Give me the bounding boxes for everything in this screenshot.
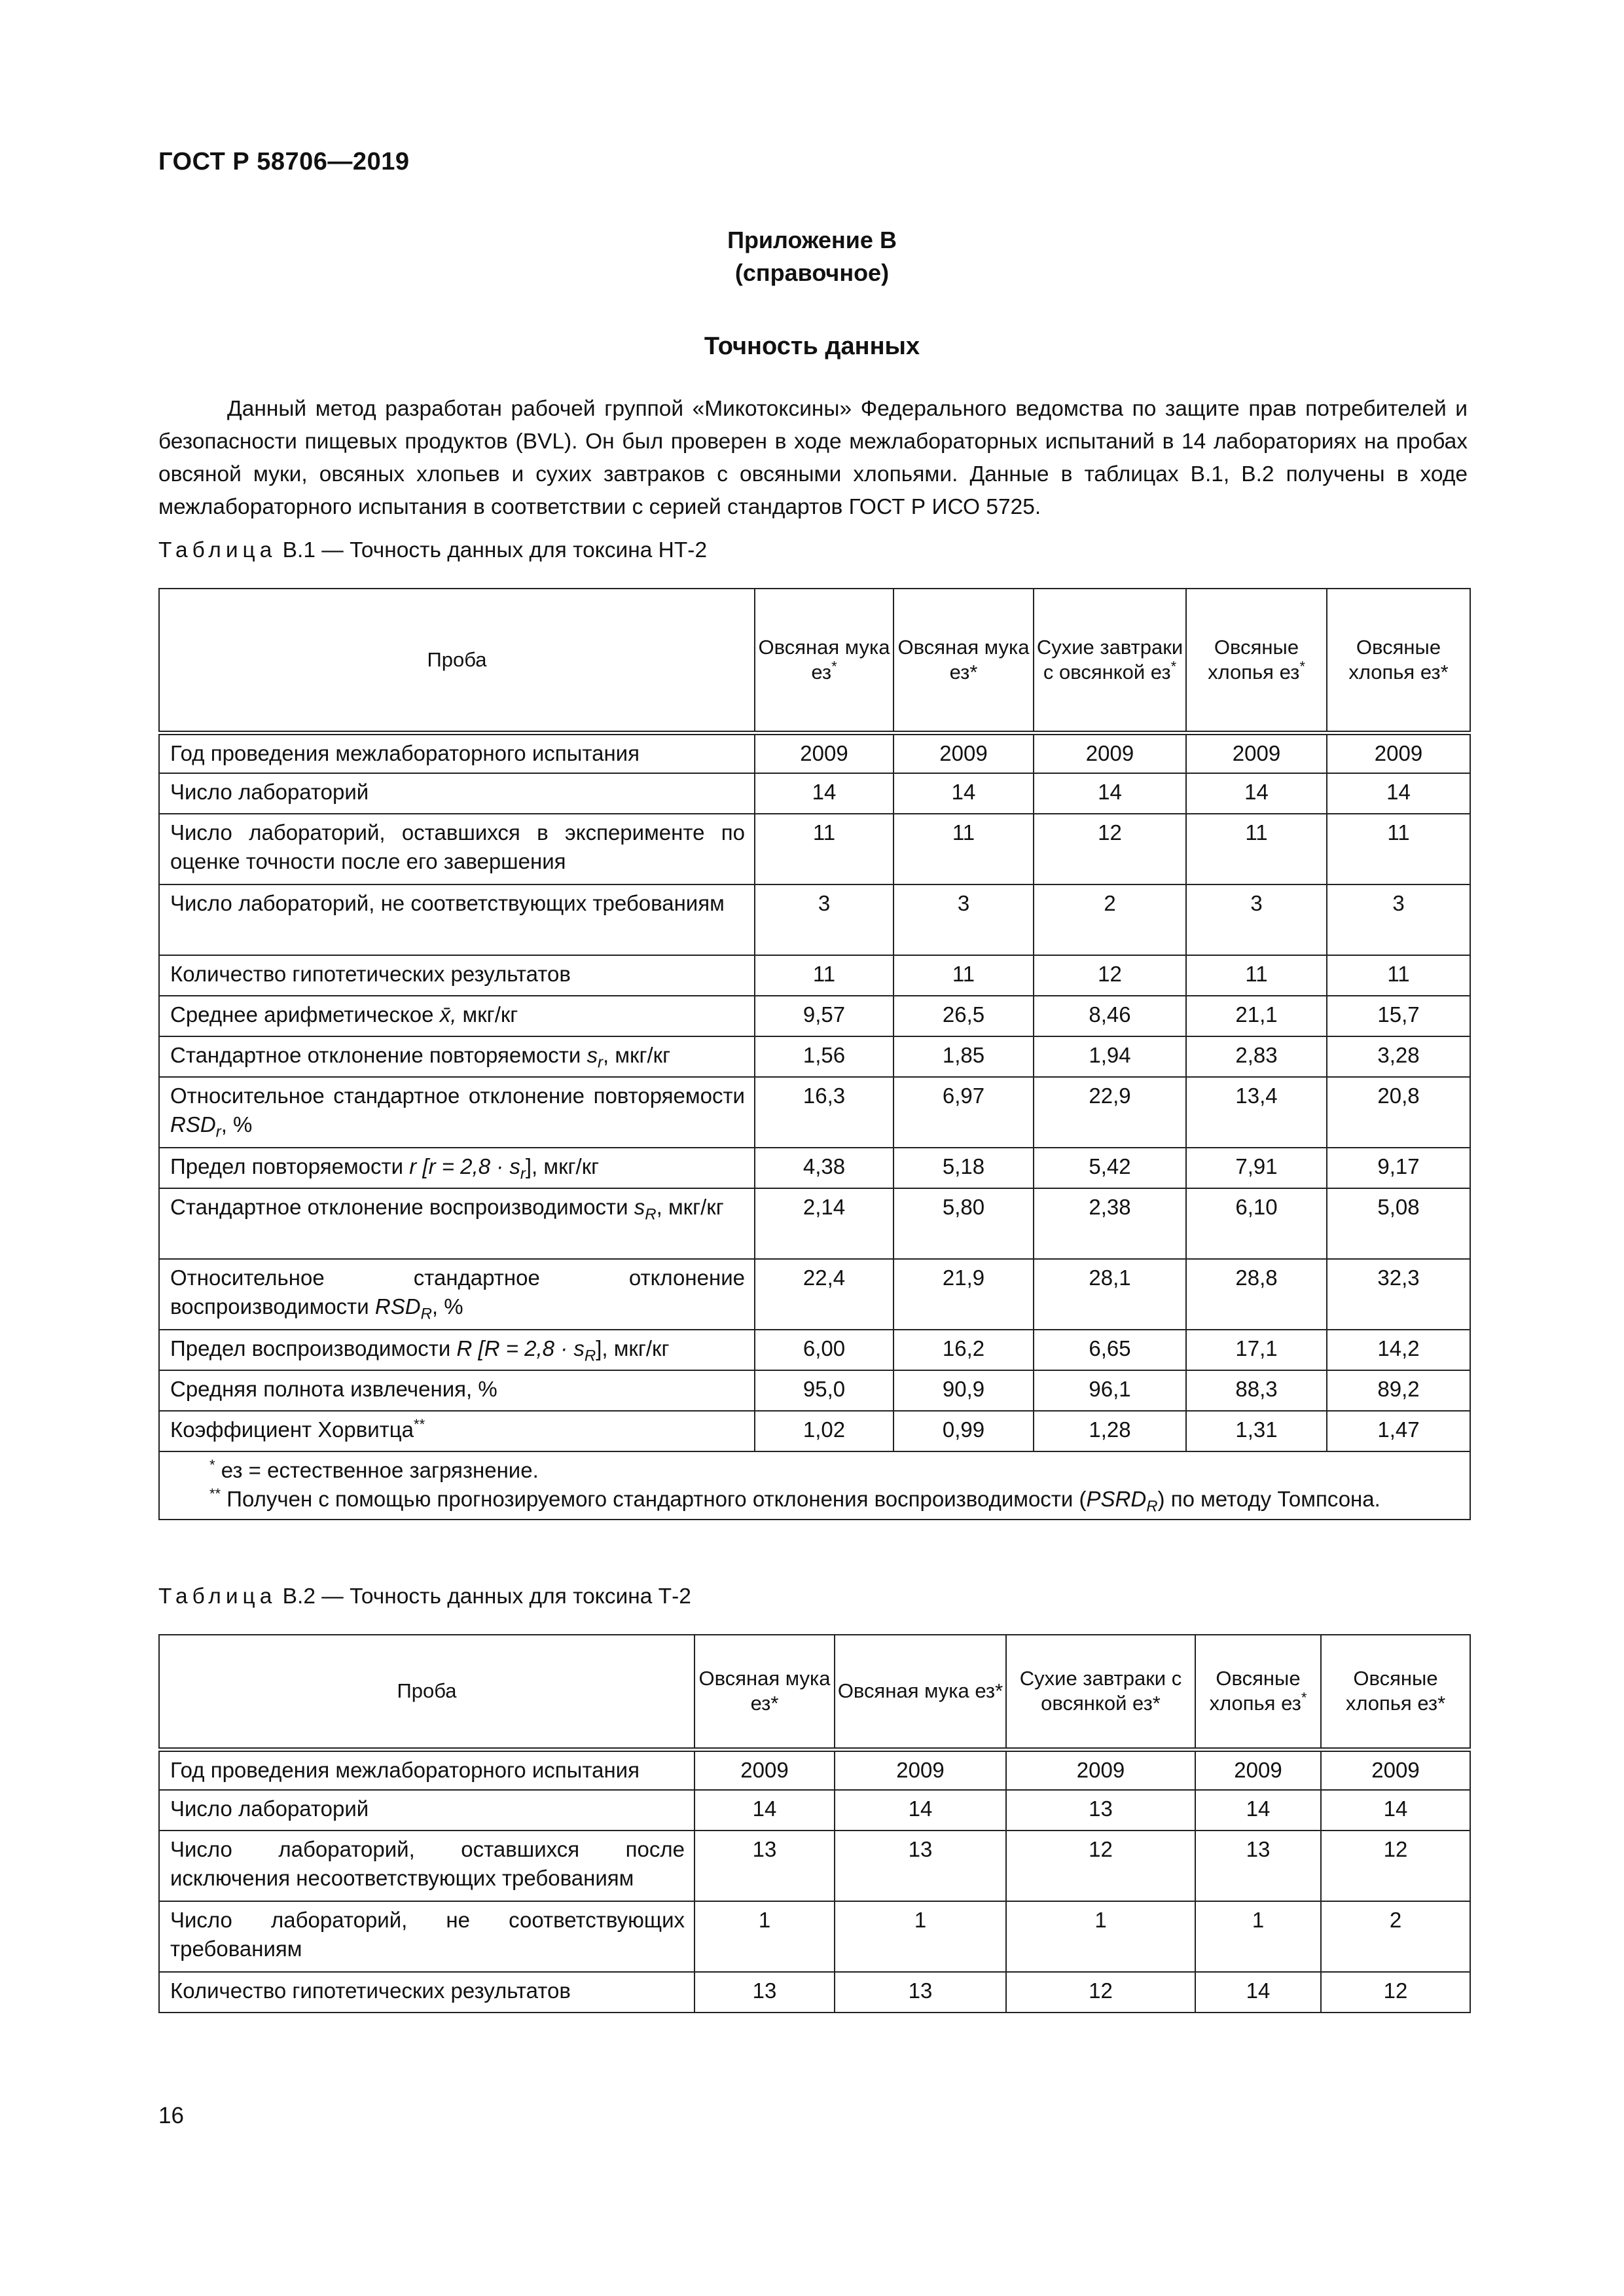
table2-header-row — [159, 1635, 1470, 1749]
table2-col-header: Овсяная мука ез* — [695, 1635, 835, 1749]
table2-caption-prefix: Таблица — [158, 1584, 277, 1609]
table-row: Число лабораторий, оставшихся в эксперименте по оценке точности после его завершения 11 11 12 11 11 — [159, 814, 1470, 884]
table-row: Предел повторяемости r $[r = 2,8 \cdot s_r]$, мкг/кг 4,38 5,18 5,42 7,91 9,17 — [159, 1148, 1470, 1188]
footnote-2: ** Получен с помощью прогнозируемого стандартного отклонения воспроизводимости $(PSRD_R)$ по методу Томпсона. — [209, 1485, 1380, 1516]
table-row: Коэффициент Хорвитца** 1,02 0,99 1,28 1,31 1,47 — [159, 1411, 1470, 1451]
table-row: Предел воспроизводимости R $[R = 2,8 \cdot s_R]$, мкг/кг 6,00 16,2 6,65 17,1 14,2 — [159, 1330, 1470, 1370]
table1-header-row — [159, 589, 1470, 733]
table-row: Среднее арифметическое x̄, мкг/кг 9,57 26,5 8,46 21,1 15,7 — [159, 996, 1470, 1036]
table-row: Число лабораторий 14 14 13 14 14 — [159, 1790, 1470, 1831]
table-row: Стандартное отклонение воспроизводимости $s_R$, мкг/кг 2,14 5,80 2,38 6,10 5,08 — [159, 1188, 1470, 1259]
table-row: Год проведения межлабораторного испытания 2009 2009 2009 2009 2009 — [159, 733, 1470, 773]
table1-col-header: Овсяные хлопья ез* — [1327, 589, 1470, 733]
table-row: Относительное стандартное отклонение воспроизводимости $RSD_R$, % 22,4 21,9 28,1 28,8 32,3 — [159, 1259, 1470, 1330]
table2-col-header: Овсяные хлопья ез* — [1195, 1635, 1321, 1749]
intro-paragraph: Данный метод разработан рабочей группой «Микотоксины» Федерального ведомства по защите прав потребителей и безопасности пищевых продуктов (BVL). Он был проверен в ходе межлабораторных испытаний в 14 лабораториях на пробах овсяной муки, овсяных хлопьев и сухих завтраков с овсяными хлопьями. Данные в таблицах В.1, В.2 получены в ходе межлабораторного испытания в соответствии с серией стандартов ГОСТ Р ИСО 5725. — [158, 397, 1468, 519]
table1-col-header: Овсяная мука ез* — [755, 589, 893, 733]
table-row: Число лабораторий 14 14 14 14 14 — [159, 773, 1470, 814]
table-row: Число лабораторий, не соответствующих требованиям 3 3 2 3 3 — [159, 884, 1470, 955]
table2-caption — [158, 1584, 691, 1609]
table-row: Число лабораторий, оставшихся после исключения несоответствующих требованиям 13 13 12 13 12 — [159, 1831, 1470, 1901]
table1-col-header: Сухие завтраки с овсянкой ез* — [1034, 589, 1186, 733]
table1-col-header: Овсяные хлопья ез* — [1186, 589, 1327, 733]
table2-caption-text: В.2 — Точность данных для токсина Т-2 — [276, 1584, 691, 1609]
table2-col-header: Сухие завтраки с овсянкой ез* — [1006, 1635, 1195, 1749]
table-row: Относительное стандартное отклонение повторяемости $RSD_r$, % 16,3 6,97 22,9 13,4 20,8 — [159, 1077, 1470, 1148]
footnote-1: * ез = естественное загрязнение. — [209, 1457, 539, 1482]
appendix-note: (справочное) — [734, 259, 890, 286]
table-b2 — [158, 1634, 1471, 2013]
table-row: Количество гипотетических результатов 13 13 12 14 12 — [159, 1972, 1470, 2013]
table1-header-label: Проба — [159, 589, 755, 733]
table-row: Стандартное отклонение повторяемости $s_r$, мкг/кг 1,56 1,85 1,94 2,83 3,28 — [159, 1036, 1470, 1077]
table2-col-header: Овсяные хлопья ез* — [1321, 1635, 1470, 1749]
table1-footnotes-row — [159, 1451, 1470, 1520]
table-row: Средняя полнота извлечения, % 95,0 90,9 96,1 88,3 89,2 — [159, 1370, 1470, 1411]
table1-footnotes — [159, 1451, 1470, 1520]
table1-caption — [158, 538, 707, 563]
table2-header-label: Проба — [159, 1635, 695, 1749]
page-number: 16 — [158, 2103, 184, 2128]
section-title: Точность данных — [704, 333, 920, 360]
standard-header: ГОСТ Р 58706—2019 — [158, 148, 410, 175]
table1-caption-prefix: Таблица — [158, 538, 277, 562]
table1-col-header: Овсяная мука ез* — [893, 589, 1034, 733]
table-row: Количество гипотетических результатов 11 11 12 11 11 — [159, 955, 1470, 996]
table2-col-header: Овсяная мука ез* — [835, 1635, 1006, 1749]
appendix-title: Приложение В — [727, 227, 897, 253]
table-b1 — [158, 588, 1471, 1520]
table-row: Число лабораторий, не соответствующих требованиям 1 1 1 1 2 — [159, 1901, 1470, 1972]
table1-caption-text: В.1 — Точность данных для токсина НТ-2 — [276, 538, 708, 562]
table-row: Год проведения межлабораторного испытания 2009 2009 2009 2009 2009 — [159, 1749, 1470, 1790]
